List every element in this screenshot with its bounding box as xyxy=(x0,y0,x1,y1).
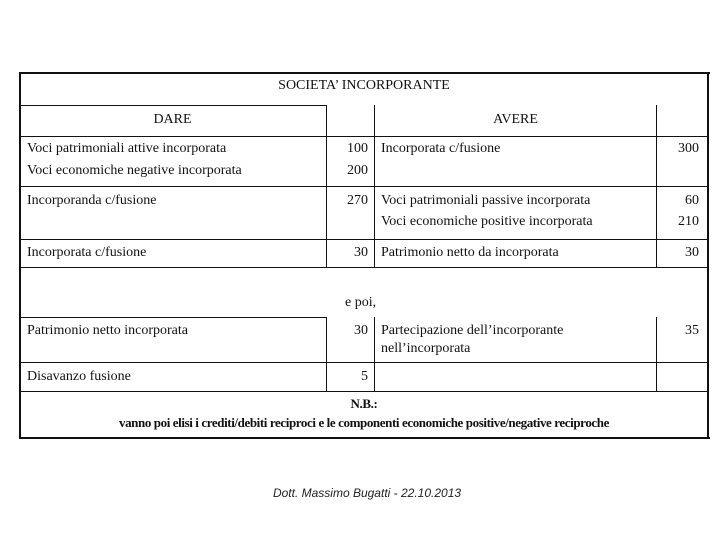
avere-item: Incorporata c/fusione xyxy=(381,141,501,156)
avere-amount: 60 xyxy=(685,193,699,208)
header-avere: AVERE xyxy=(493,112,538,127)
divider xyxy=(19,186,709,187)
border-right xyxy=(707,72,709,439)
dare-amount: 100 xyxy=(347,141,368,156)
avere-amount: 35 xyxy=(685,323,699,338)
footer-author-date: Dott. Massimo Bugatti - 22.10.2013 xyxy=(272,486,462,500)
dare-item: Incorporanda c/fusione xyxy=(27,193,157,208)
dare-amount: 30 xyxy=(354,245,368,260)
divider xyxy=(19,362,709,363)
dare-item: Voci patrimoniali attive incorporata xyxy=(27,141,227,156)
separator-text: e poi, xyxy=(345,295,377,310)
col-line xyxy=(656,105,657,267)
avere-item: nell’incorporata xyxy=(381,341,471,356)
table-title: SOCIETA’ INCORPORANTE xyxy=(278,78,450,93)
divider xyxy=(19,239,709,240)
dare-amount: 270 xyxy=(347,193,368,208)
dare-amount: 200 xyxy=(347,163,368,178)
col-line xyxy=(374,105,375,267)
dare-item: Incorporata c/fusione xyxy=(27,245,147,260)
avere-item: Patrimonio netto da incorporata xyxy=(381,245,559,260)
border-bottom xyxy=(19,437,710,439)
note-title: N.B.: xyxy=(350,396,378,411)
col-line xyxy=(374,317,375,391)
dare-item: Patrimonio netto incorporata xyxy=(27,323,188,338)
avere-item: Voci patrimoniali passive incorporata xyxy=(381,193,591,208)
avere-item: Partecipazione dell’incorporante xyxy=(381,323,564,338)
divider xyxy=(19,267,709,268)
avere-amount: 30 xyxy=(685,245,699,260)
border-top xyxy=(19,72,710,74)
dare-amount: 30 xyxy=(354,323,368,338)
divider xyxy=(19,105,327,106)
header-dare: DARE xyxy=(153,112,192,127)
avere-item: Voci economiche positive incorporata xyxy=(381,214,593,229)
divider xyxy=(19,136,709,137)
dare-item: Disavanzo fusione xyxy=(27,369,131,384)
col-line xyxy=(326,105,327,267)
avere-amount: 210 xyxy=(678,214,699,229)
dare-amount: 5 xyxy=(361,369,368,384)
note-text: vanno poi elisi i crediti/debiti reciproci e le componenti economiche positive/negative reciproche xyxy=(118,415,609,430)
dare-item: Voci economiche negative incorporata xyxy=(27,163,242,178)
divider xyxy=(19,391,709,392)
avere-amount: 300 xyxy=(678,141,699,156)
divider xyxy=(19,317,327,318)
